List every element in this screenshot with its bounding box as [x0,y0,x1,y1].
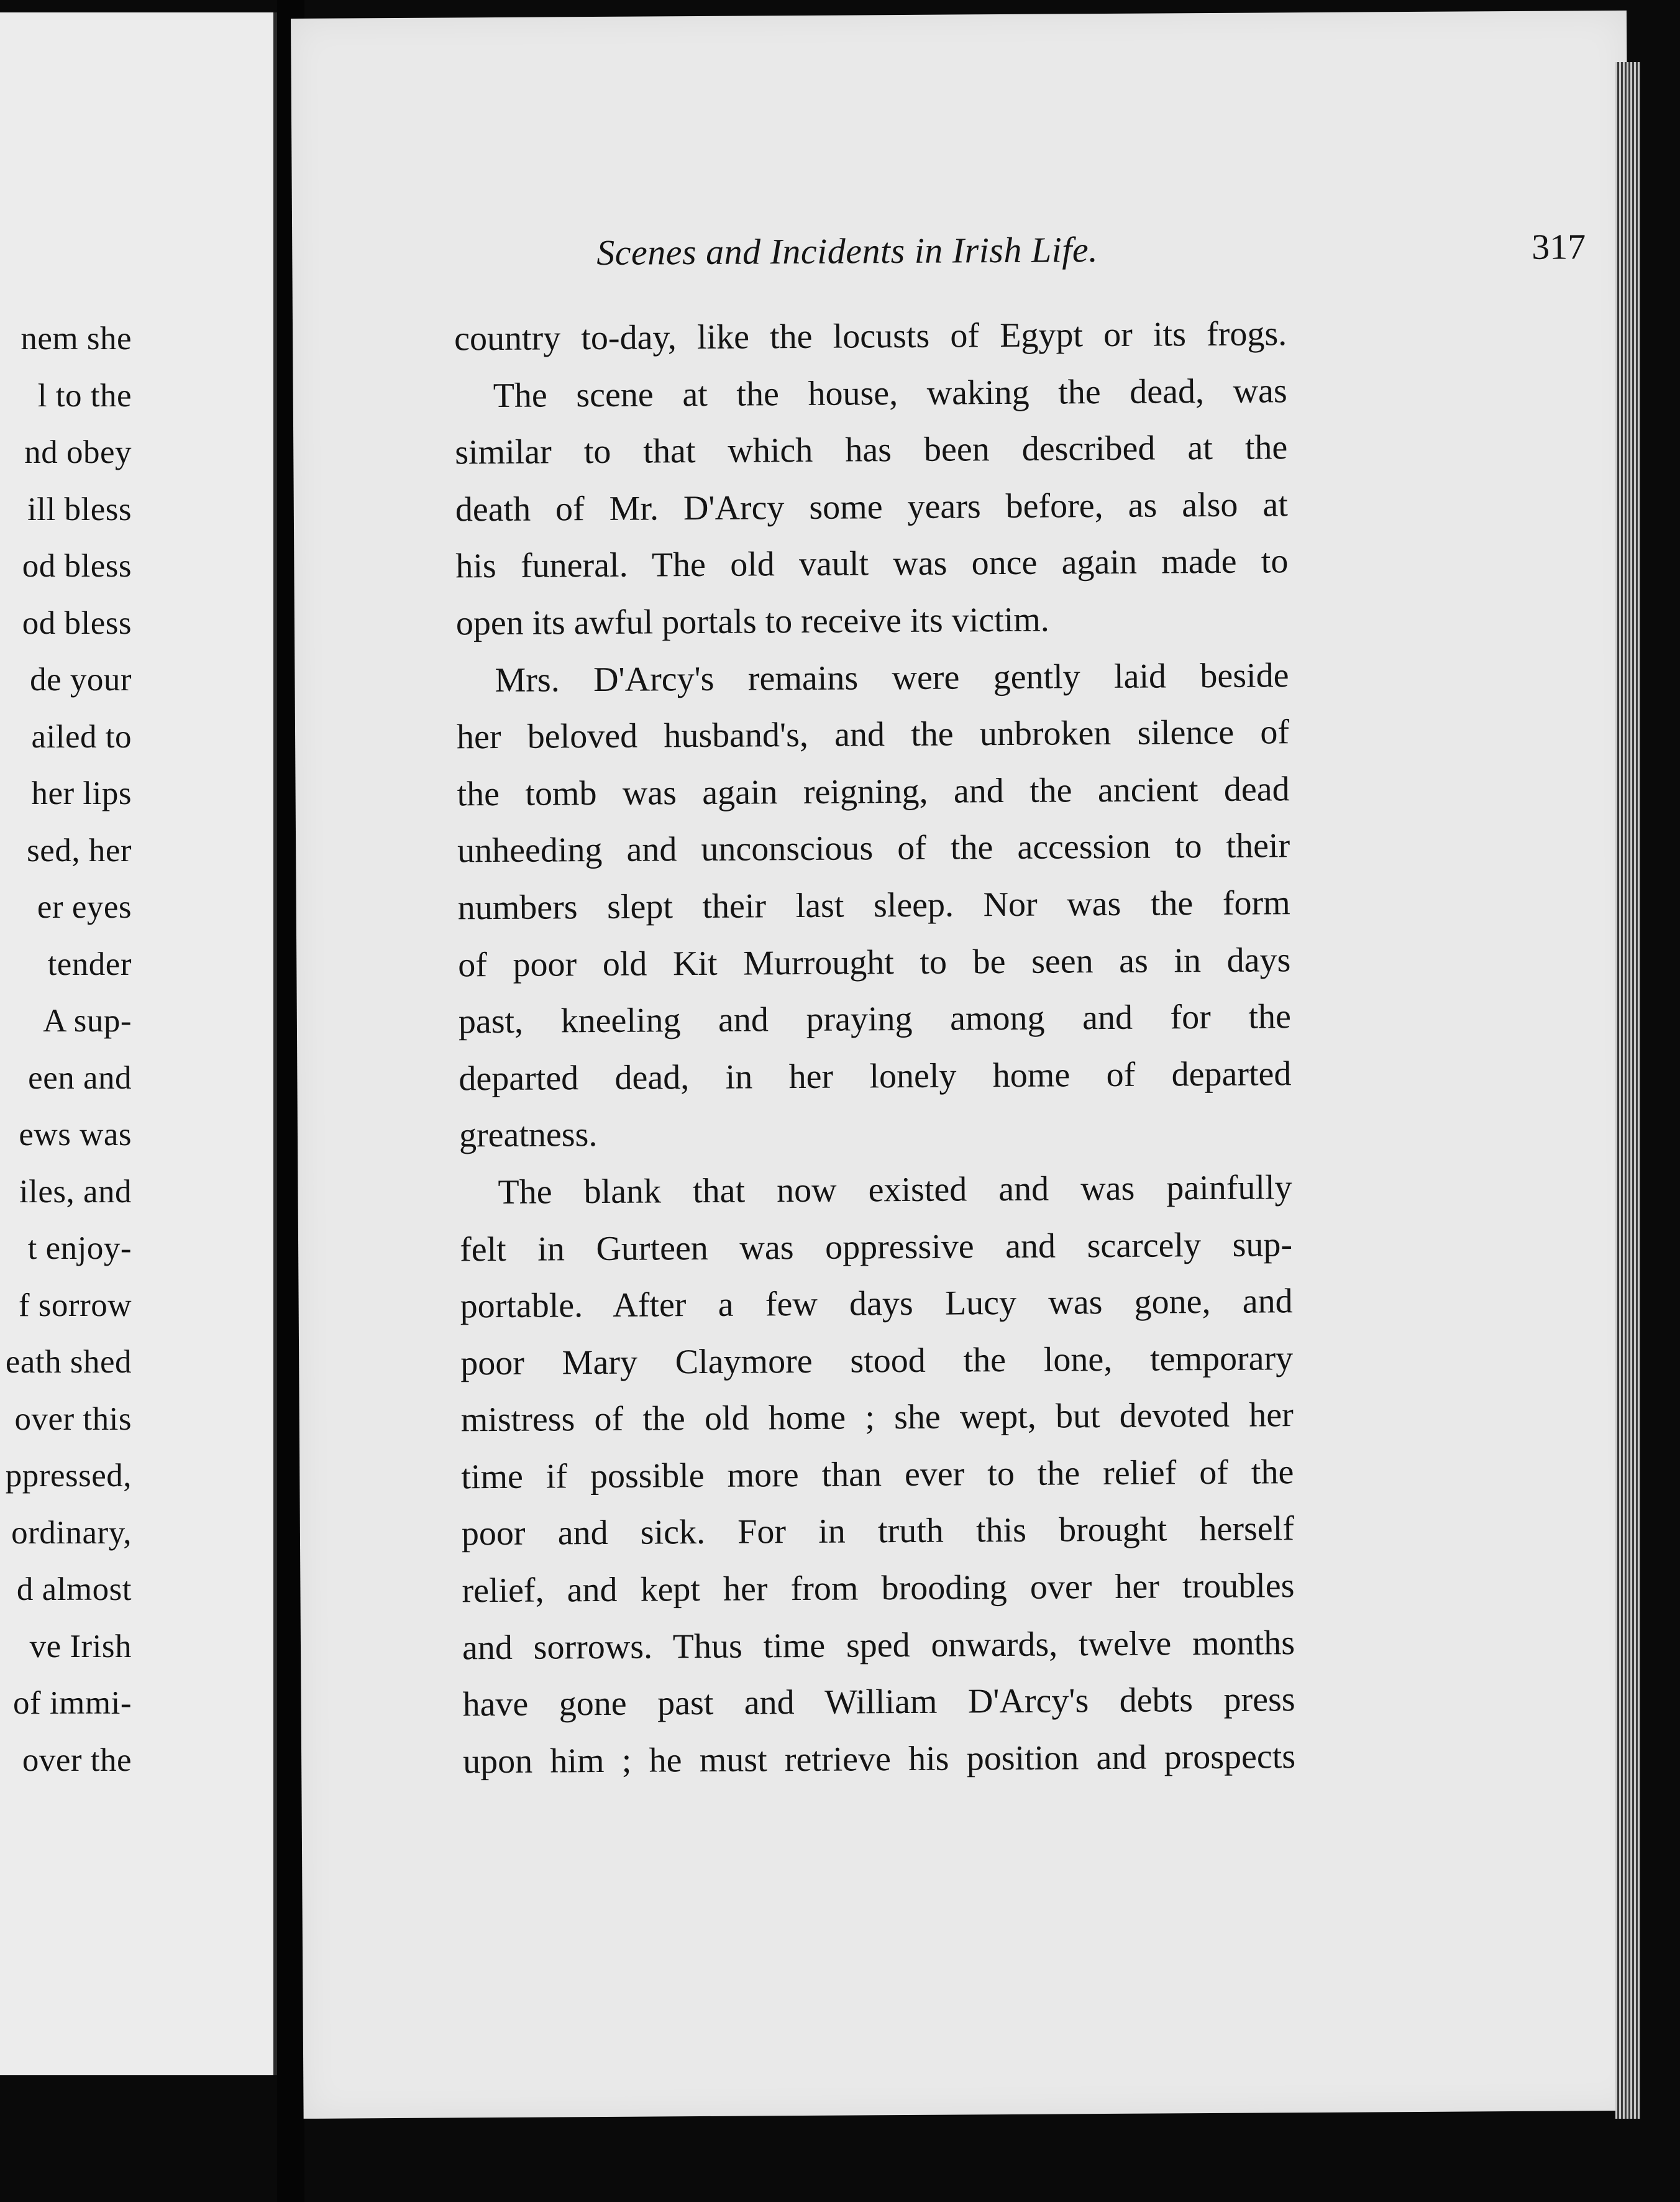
text-line: The blank that now existed and was painfully [498,1168,1292,1212]
text-line: death of Mr. D'Arcy some years before, as also at [455,485,1288,529]
page-number: 317 [1532,226,1586,267]
right-page [291,11,1640,2119]
text-line: greatness. [459,1115,598,1155]
text-line: Mrs. D'Arcy's remains were gently laid beside [495,656,1289,700]
text-line: and sorrows. Thus time sped onwards, twelve months [462,1623,1295,1668]
running-title: Scenes and Incidents in Irish Life. [596,229,1098,273]
left-page-text [6,311,132,1789]
text-line: over the [22,1742,132,1778]
text-line: t enjoy- [27,1230,132,1266]
text-line: od bless [22,605,132,641]
text-line: ill bless [27,491,132,528]
text-line: ppressed, [5,1458,132,1494]
text-line: l to the [37,377,132,414]
text-line: nd obey [24,434,132,470]
text-line: over this [14,1400,132,1437]
page-edges [1615,62,1640,2119]
text-line: have gone past and William D'Arcy's debts press [462,1680,1295,1724]
text-line: his funeral. The old vault was once again made to [455,542,1289,586]
text-line: iles, and [19,1173,132,1210]
text-line: past, kneeling and praying among and for the [458,997,1292,1041]
text-line: ailed to [31,718,132,755]
text-line: een and [28,1059,132,1096]
text-line: eath shed [5,1344,132,1380]
text-line: nem she [21,321,132,357]
text-line: unheeding and unconscious of the accession to their [457,826,1290,870]
text-line: ve Irish [29,1628,132,1665]
text-line: poor Mary Claymore stood the lone, temporary [460,1338,1294,1383]
right-page-text [454,306,1296,1791]
text-line: tender [47,946,132,982]
text-line: sed, her [27,832,132,869]
text-line: od bless [22,548,132,584]
text-line: f sorrow [18,1287,132,1323]
text-line: of immi- [13,1685,132,1721]
text-line: A sup- [43,1003,132,1039]
text-line: portable. After a few days Lucy was gone, and [460,1282,1293,1326]
text-line: open its awful portals to receive its victim. [455,600,1049,643]
text-line: her lips [31,775,132,811]
text-line: relief, and kept her from brooding over her troubles [462,1566,1295,1610]
text-line: country to-day, like the locusts of Egypt or its frogs. [454,314,1287,359]
text-line: poor and sick. For in truth this brought herself [461,1509,1295,1553]
text-line: The scene at the house, waking the dead, was [493,371,1287,415]
text-line: ordinary, [11,1514,132,1551]
running-head [596,226,1591,288]
text-line: time if possible more than ever to the relief of the [461,1453,1294,1497]
text-line: er eyes [37,889,132,925]
text-line: of poor old Kit Murrought to be seen as in days [458,940,1291,984]
left-page [0,12,277,2075]
text-line: upon him ; he must retrieve his position and prospects [462,1737,1296,1781]
text-line: felt in Gurteen was oppressive and scarcely sup- [459,1225,1293,1269]
text-line: ews was [19,1117,132,1153]
text-line: mistress of the old home ; she wept, but devoted her [460,1396,1294,1440]
text-line: departed dead, in her lonely home of departed [459,1054,1292,1099]
text-line: similar to that which has been described at the [455,428,1288,472]
text-line: numbers slept their last sleep. Nor was the form [457,884,1290,928]
text-line: de your [30,662,132,698]
text-line: d almost [16,1571,132,1607]
text-line: the tomb was again reigning, and the ancient dead [457,769,1290,814]
text-line: her beloved husband's, and the unbroken silence of [456,713,1290,757]
